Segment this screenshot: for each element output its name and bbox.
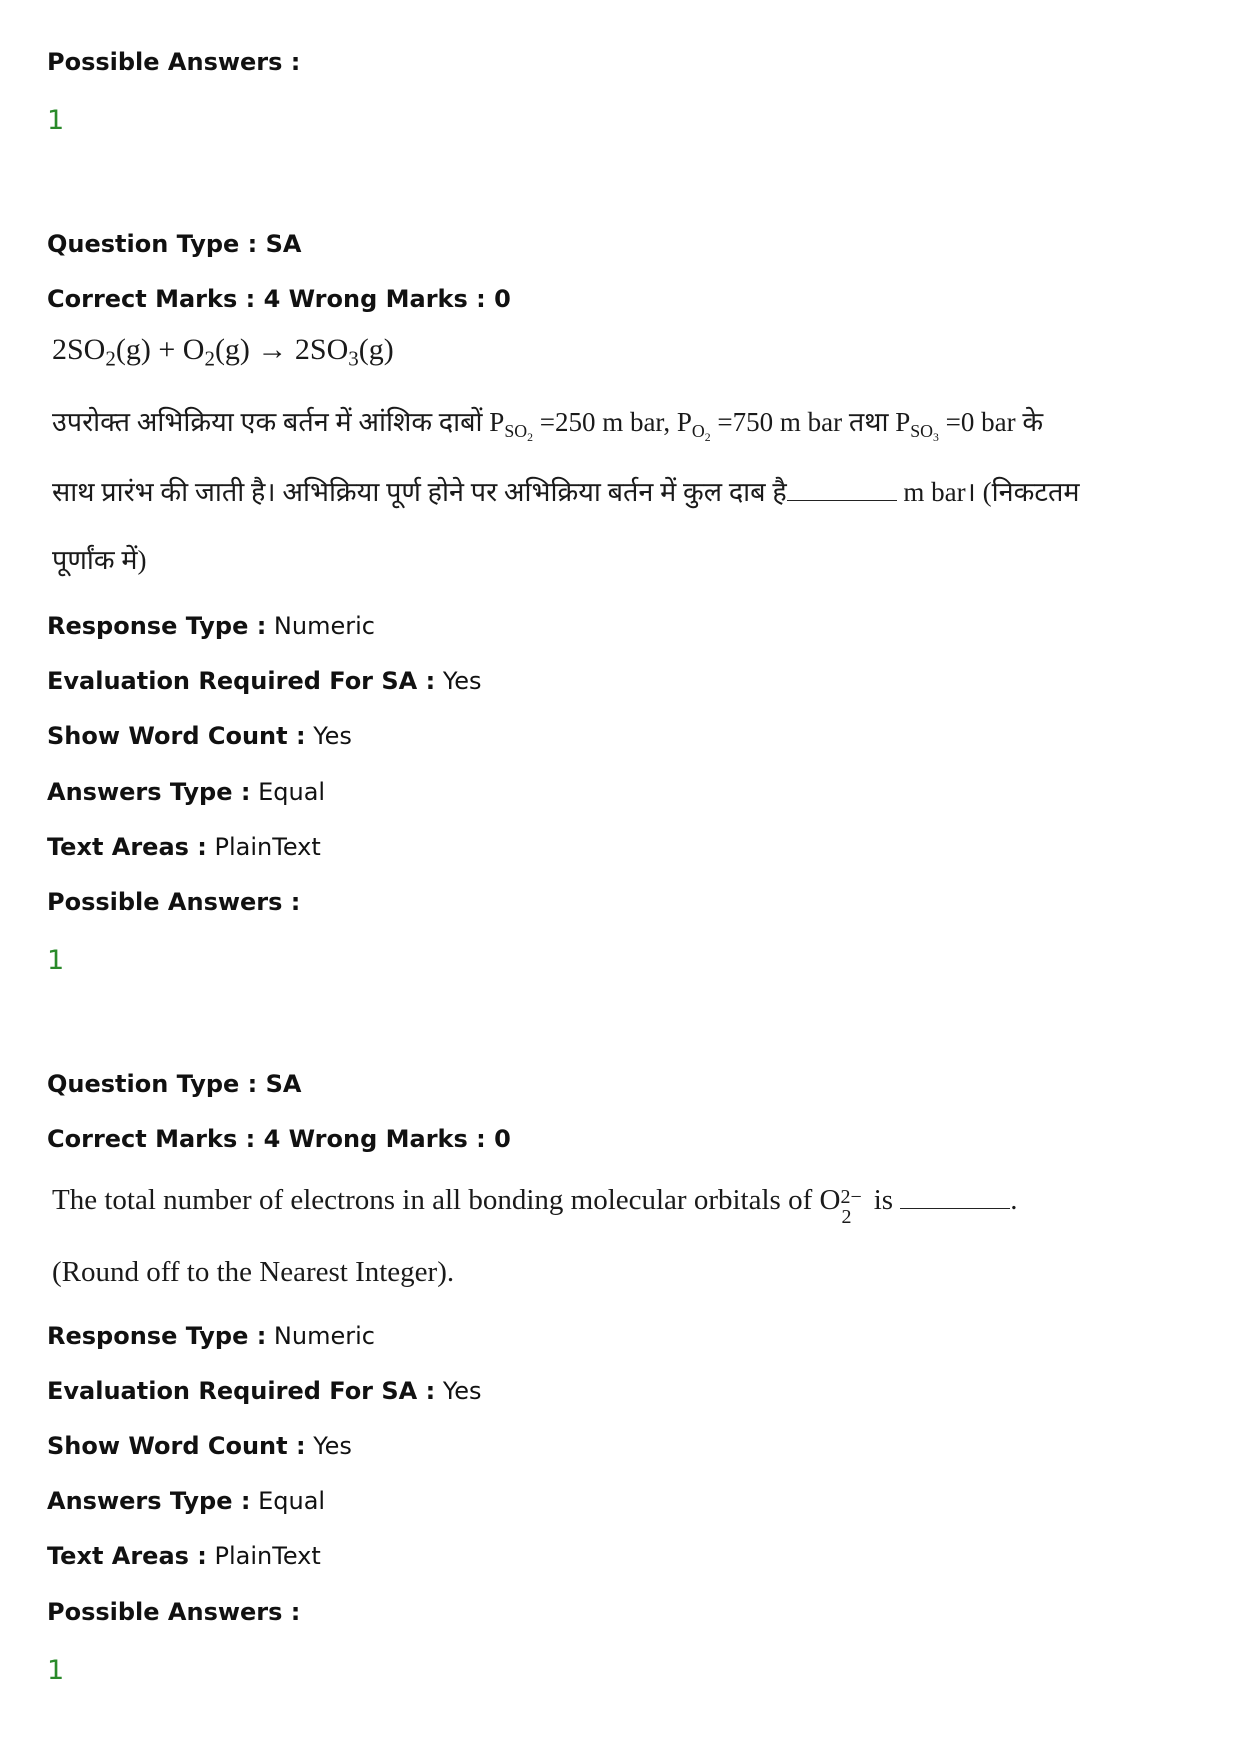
possible-answer-value: 1	[47, 1655, 65, 1686]
evaluation-required-row: Evaluation Required For SA : Yes	[47, 1377, 482, 1405]
question-text-line-1: The total number of electrons in all bonding molecular orbitals of O 2− 2 is .	[52, 1184, 1018, 1228]
show-word-count-row: Show Word Count : Yes	[47, 1432, 352, 1460]
question-text-line-2: साथ प्रारंभ की जाती है। अभिक्रिया पूर्ण होने पर अभिक्रिया बर्तन में कुल दाब है m bar। (निकटतम	[52, 472, 1079, 512]
evaluation-required-row: Evaluation Required For SA : Yes	[47, 667, 482, 695]
answers-type-row: Answers Type : Equal	[47, 1487, 326, 1515]
question-equation: $2SO_2(g) + O_2(g) \to 2SO_3(g)$	[52, 333, 394, 371]
text-areas-row: Text Areas : PlainText	[47, 833, 321, 861]
question-text-line-1: उपरोक्त अभिक्रिया एक बर्तन में आंशिक दाबों $P_{SO_2} =250$ m bar, $P_{O_2} =750$ m bar तथा $P_{SO_3} =0$ bar के	[52, 407, 1044, 445]
answer-blank	[900, 1182, 1010, 1209]
question-type: Question Type : SA	[47, 1070, 302, 1098]
possible-answers-label: Possible Answers :	[47, 1598, 301, 1626]
possible-answer-value: 1	[47, 105, 65, 136]
ion-charge: 2− 2	[840, 1186, 862, 1228]
response-type-row: Response Type : Numeric	[47, 612, 375, 640]
response-type-row: Response Type : Numeric	[47, 1322, 375, 1350]
possible-answer-value: 1	[47, 945, 65, 976]
answer-blank	[787, 474, 897, 501]
text-areas-row: Text Areas : PlainText	[47, 1542, 321, 1570]
question-text-line-3: पूर्णांक में)	[52, 545, 147, 575]
possible-answers-label: Possible Answers :	[47, 888, 301, 916]
marks-info: Correct Marks : 4 Wrong Marks : 0	[47, 285, 511, 313]
answers-type-row: Answers Type : Equal	[47, 778, 326, 806]
show-word-count-row: Show Word Count : Yes	[47, 722, 352, 750]
marks-info: Correct Marks : 4 Wrong Marks : 0	[47, 1125, 511, 1153]
question-type: Question Type : SA	[47, 230, 302, 258]
question-text-line-2: (Round off to the Nearest Integer).	[52, 1256, 455, 1288]
possible-answers-label: Possible Answers :	[47, 48, 301, 76]
